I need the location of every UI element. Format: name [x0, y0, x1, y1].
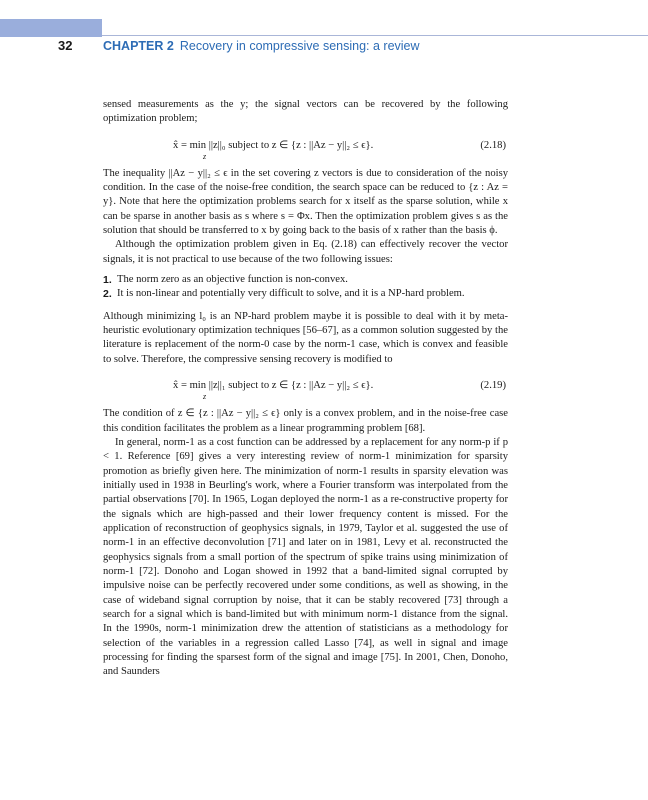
- chapter-label: CHAPTER 2: [103, 39, 174, 53]
- header-accent-bar: [0, 19, 102, 37]
- list-text: It is non-linear and potentially very difficult to solve, and it is a NP-hard problem.: [117, 288, 465, 300]
- equation-subscript: z: [203, 151, 207, 161]
- list-number: 2.: [103, 288, 112, 301]
- issues-list: [103, 273, 508, 302]
- equation-2-18: [103, 139, 508, 161]
- equation-number: (2.18): [480, 139, 506, 151]
- list-item: [103, 287, 508, 301]
- list-number: 1.: [103, 274, 112, 287]
- header-rule: [102, 35, 648, 36]
- equation-subscript: z: [203, 392, 207, 402]
- paragraph: The condition of z ∈ {z : ||Az − y||₂ ≤ ϵ} only is a convex problem, and in the noise-free case this condition facilitates the problem as a linear programming problem [68].: [103, 408, 508, 434]
- equation-2-19: [103, 379, 508, 402]
- running-header: [103, 39, 420, 53]
- page-number: 32: [58, 38, 73, 53]
- list-item: [103, 273, 508, 287]
- paragraph: Although the optimization problem given in Eq. (2.18) can effectively recover the vector signals, it is not practical to use because of the two following issues:: [103, 239, 508, 265]
- paragraph: The inequality ||Az − y||₂ ≤ ϵ in the set covering z vectors is due to consideration of the noisy condition. In the case of the noise-free condition, the search space can be reduced to {z : Az = y}. Note that here the optimization problems search for x itself as the sparse solution, while x can be sparse in another basis as s where s = Φx. Then the optimization problem gives s as the solution that should be transferred to x by going back to the basis of x rather than the basis ϕ.: [103, 167, 508, 237]
- equation-formula: x̂ = min ||z||₀ subject to z ∈ {z : ||Az − y||₂ ≤ ϵ}.: [173, 139, 374, 151]
- page-body: [103, 98, 508, 680]
- paragraph: In general, norm-1 as a cost function can be addressed by a replacement for any norm-p if p < 1. Reference [69] gives a very interesting review of norm-1 minimization for sparsity promotion as briefly given here. The minimization of norm-1 results in sparsity elevation was initially used in 1938 in Beurling's work, where a Fourier transform was interpolated from the partial observations [70]. In 1965, Logan deployed the norm-1 as a re-constructive property for the signals which are high-passed and their lower frequency content is missed. For the application of reconstruction of geophysics signals, in 1979, Taylor et al. suggested the use of norm-1 in an effective deconvolution [71] and later on in 1981, Levy et al. reconstructed the geophysics signals from a small portion of the spectrum of spike trains using minimization of norm-1 [72]. Donoho and Logan showed in 1992 that a band-limited signal corrupted by impulsive noise can be perfectly recovered under some conditions, as well as showing, in the case of wideband signal corruption by noise, that it can be stably recovered [73] through a search for a signal which is band-limited but with minimum norm-1 distance from the signal. In the 1990s, norm-1 minimization drew the attention of statisticians as a methodology for selection of the variables in a regression called Lasso [74], as well in signal and image processing for finding the sparsest form of the signal and image [75]. In 2001, Chen, Donoho, and Saunders: [103, 436, 508, 678]
- intro-paragraph: sensed measurements as the y; the signal vectors can be recovered by the following optimization problem;: [103, 99, 508, 125]
- equation-number: (2.19): [480, 380, 506, 392]
- paragraph: Although minimizing l₀ is an NP-hard problem maybe it is possible to deal with it by meta-heuristic evolutionary optimization techniques [56–67], as a common solution suggested by the literature is replacement of the norm-0 case by the norm-1 case, which is convex and feasible to solve. Therefore, the compressive sensing recovery is modified to: [103, 310, 508, 365]
- equation-formula: x̂ = min ||z||₁ subject to z ∈ {z : ||Az − y||₂ ≤ ϵ}.: [173, 380, 374, 392]
- chapter-title: Recovery in compressive sensing: a review: [179, 39, 420, 53]
- list-text: The norm zero as an objective function is non-convex.: [117, 274, 348, 286]
